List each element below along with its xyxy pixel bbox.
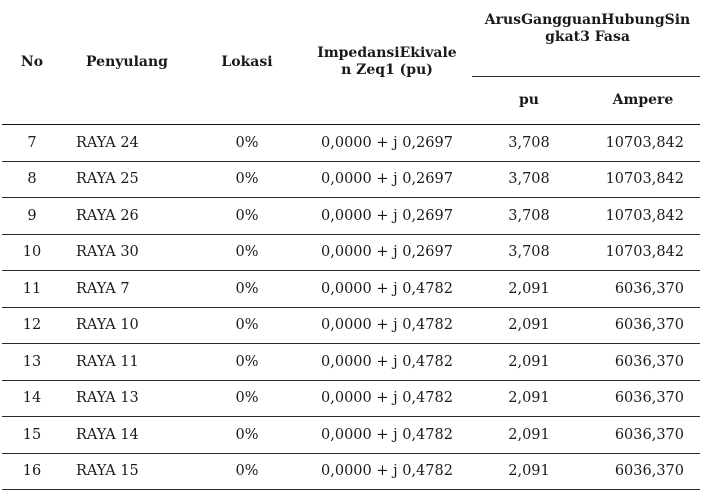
table-row [2,161,700,198]
cell-pu: 3,708 [472,234,586,271]
cell-lokasi: 0% [192,125,302,162]
header-no: No [2,0,62,125]
cell-pu: 2,091 [472,271,586,308]
cell-no: 13 [2,344,62,381]
cell-lokasi: 0% [192,234,302,271]
header-arus-text: ArusGangguanHubungSingkat3 Fasa [484,12,691,45]
cell-no: 16 [2,453,62,490]
header-impedansi-text: ImpedansiEkivalen Zeq1 (pu) [317,45,457,78]
cell-no: 8 [2,161,62,198]
cell-lokasi: 0% [192,271,302,308]
cell-no: 12 [2,307,62,344]
cell-impedansi: 0,0000 + j 0,4782 [302,417,472,454]
cell-pu: 3,708 [472,125,586,162]
header-pu: pu [472,77,586,125]
cell-penyulang: RAYA 14 [62,417,192,454]
cell-no: 14 [2,380,62,417]
cell-impedansi: 0,0000 + j 0,4782 [302,380,472,417]
cell-no: 9 [2,198,62,235]
table-row [2,307,700,344]
cell-impedansi: 0,0000 + j 0,2697 [302,161,472,198]
cell-ampere: 6036,370 [586,271,700,308]
cell-lokasi: 0% [192,380,302,417]
cell-ampere: 10703,842 [586,234,700,271]
cell-lokasi: 0% [192,453,302,490]
cell-pu: 3,708 [472,198,586,235]
cell-no: 10 [2,234,62,271]
cell-ampere: 10703,842 [586,125,700,162]
cell-penyulang: RAYA 7 [62,271,192,308]
cell-ampere: 6036,370 [586,453,700,490]
cell-lokasi: 0% [192,161,302,198]
table-body [2,125,700,490]
cell-ampere: 6036,370 [586,307,700,344]
cell-no: 7 [2,125,62,162]
cell-ampere: 6036,370 [586,344,700,381]
cell-penyulang: RAYA 15 [62,453,192,490]
table-row [2,380,700,417]
cell-impedansi: 0,0000 + j 0,2697 [302,234,472,271]
cell-penyulang: RAYA 30 [62,234,192,271]
cell-lokasi: 0% [192,198,302,235]
cell-impedansi: 0,0000 + j 0,4782 [302,344,472,381]
cell-pu: 2,091 [472,453,586,490]
cell-pu: 2,091 [472,307,586,344]
header-ampere: Ampere [586,77,700,125]
table-row [2,271,700,308]
header-penyulang: Penyulang [62,0,192,125]
table-row [2,125,700,162]
cell-ampere: 6036,370 [586,417,700,454]
cell-lokasi: 0% [192,344,302,381]
cell-no: 11 [2,271,62,308]
cell-penyulang: RAYA 25 [62,161,192,198]
header-impedansi [302,0,472,125]
cell-penyulang: RAYA 13 [62,380,192,417]
fault-current-table-container [2,0,700,490]
cell-lokasi: 0% [192,307,302,344]
cell-impedansi: 0,0000 + j 0,4782 [302,307,472,344]
cell-impedansi: 0,0000 + j 0,4782 [302,271,472,308]
cell-impedansi: 0,0000 + j 0,2697 [302,198,472,235]
cell-penyulang: RAYA 26 [62,198,192,235]
cell-penyulang: RAYA 10 [62,307,192,344]
cell-ampere: 6036,370 [586,380,700,417]
cell-impedansi: 0,0000 + j 0,4782 [302,453,472,490]
table-row [2,453,700,490]
cell-ampere: 10703,842 [586,198,700,235]
cell-pu: 2,091 [472,344,586,381]
cell-penyulang: RAYA 11 [62,344,192,381]
table-row [2,344,700,381]
cell-penyulang: RAYA 24 [62,125,192,162]
cell-ampere: 10703,842 [586,161,700,198]
cell-lokasi: 0% [192,417,302,454]
cell-pu: 3,708 [472,161,586,198]
cell-no: 15 [2,417,62,454]
cell-pu: 2,091 [472,380,586,417]
table-row [2,198,700,235]
cell-impedansi: 0,0000 + j 0,2697 [302,125,472,162]
fault-current-table [2,0,700,490]
header-arus [472,0,700,77]
table-row [2,417,700,454]
header-lokasi: Lokasi [192,0,302,125]
cell-pu: 2,091 [472,417,586,454]
table-row [2,234,700,271]
